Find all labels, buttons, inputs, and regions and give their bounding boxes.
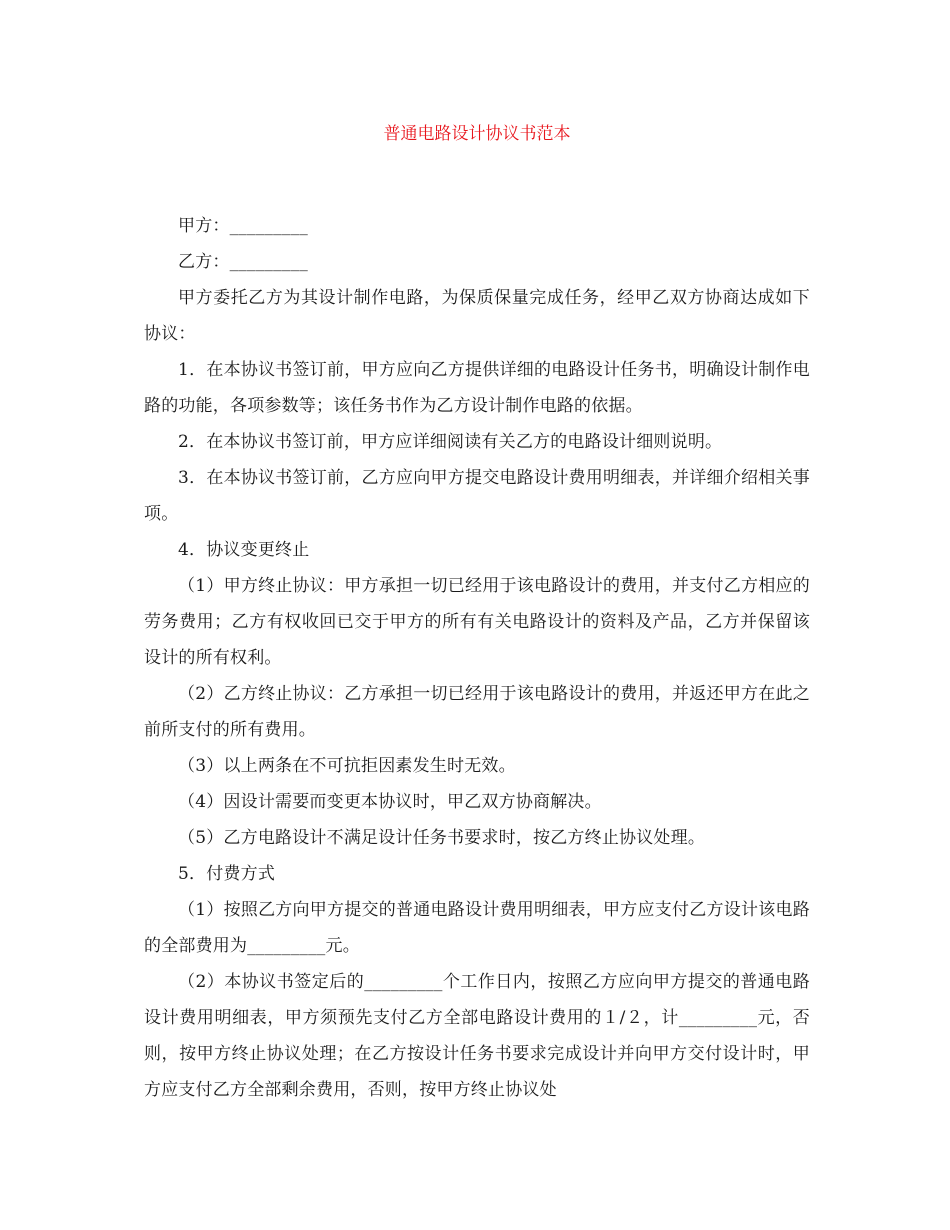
- clause-2: 2．在本协议书签订前，甲方应详细阅读有关乙方的电路设计细则说明。: [178, 432, 723, 452]
- clause-4-item-4: （4）因设计需要而变更本协议时，甲乙双方协商解决。: [178, 792, 602, 812]
- clause-5-item-1: （1）按照乙方向甲方提交的普通电路设计费用明细表，甲方应支付乙方设计该电路的全部费用为_________元。: [144, 900, 810, 956]
- document-title: 普通电路设计协议书范本: [383, 124, 571, 144]
- party-a-line: 甲方：_________: [178, 216, 308, 236]
- clause-4-item-3: （3）以上两条在不可抗拒因素发生时无效。: [178, 756, 516, 776]
- clause-4-heading: 4．协议变更终止: [178, 540, 310, 560]
- party-b-line: 乙方：_________: [178, 252, 308, 272]
- clause-1: 1．在本协议书签订前，甲方应向乙方提供详细的电路设计任务书，明确设计制作电路的功能，各项参数等；该任务书作为乙方设计制作电路的依据。: [144, 360, 810, 416]
- clause-3: 3．在本协议书签订前，乙方应向甲方提交电路设计费用明细表，并详细介绍相关事项。: [144, 468, 810, 524]
- clause-4-item-1: （1）甲方终止协议：甲方承担一切已经用于该电路设计的费用，并支付乙方相应的劳务费用；乙方有权收回已交于甲方的所有有关电路设计的资料及产品，乙方并保留该设计的所有权利。: [144, 576, 810, 668]
- clause-4-item-2: （2）乙方终止协议：乙方承担一切已经用于该电路设计的费用，并返还甲方在此之前所支付的所有费用。: [144, 684, 810, 740]
- clause-5-item-2: （2）本协议书签定后的_________个工作日内，按照乙方应向甲方提交的普通电路设计费用明细表，甲方须预先支付乙方全部电路设计费用的１/２，计_________元，否则，按甲方终止协议处理；在乙方按设计任务书要求完成设计并向甲方交付设计时，甲方应支付乙方全部剩余费用，否则，按甲方终止协议处: [144, 972, 810, 1100]
- clause-4-item-5: （5）乙方电路设计不满足设计任务书要求时，按乙方终止协议处理。: [178, 828, 706, 848]
- clause-5-heading: 5．付费方式: [178, 864, 276, 884]
- preamble-paragraph: 甲方委托乙方为其设计制作电路，为保质保量完成任务，经甲乙双方协商达成如下协议：: [144, 288, 810, 344]
